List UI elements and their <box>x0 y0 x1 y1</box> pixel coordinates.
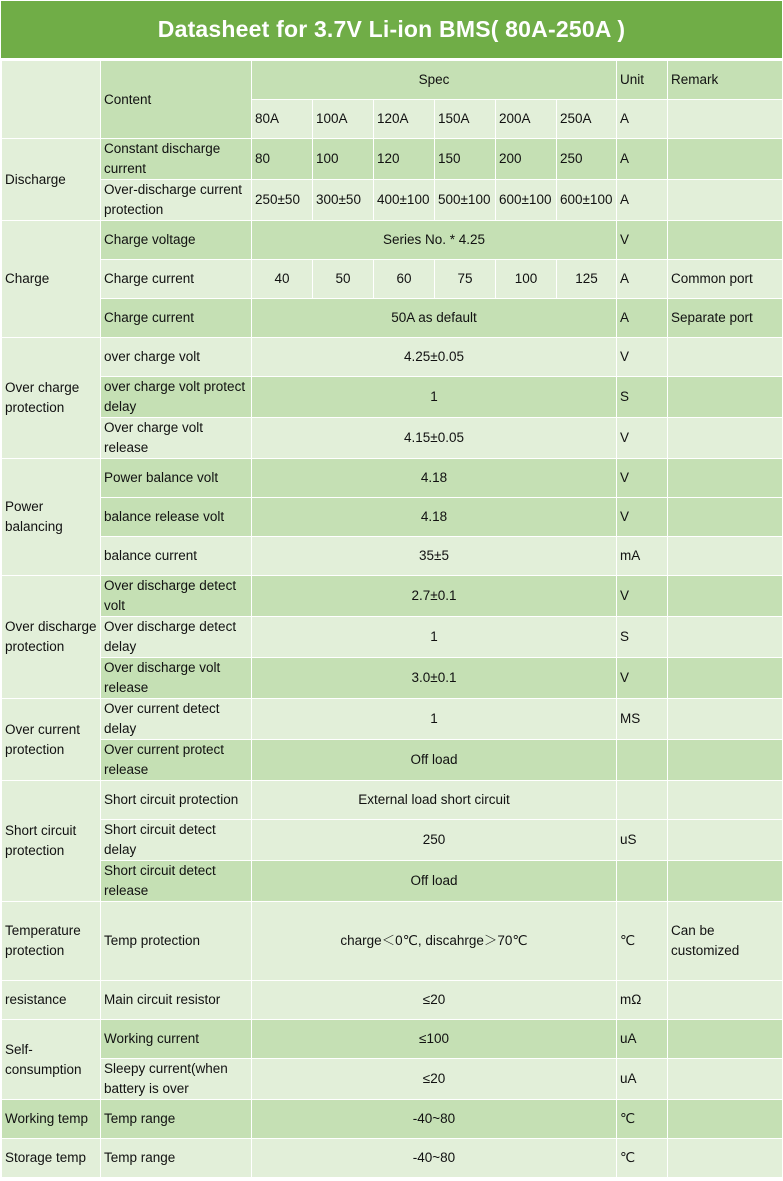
value-cell: 1 <box>252 377 617 418</box>
row-label: Sleepy current(when battery is over <box>101 1059 252 1100</box>
remark-cell <box>668 781 783 820</box>
remark-cell: Common port <box>668 260 783 299</box>
row-label: balance current <box>101 537 252 576</box>
remark-cell <box>668 139 783 180</box>
value-cell: 3.0±0.1 <box>252 658 617 699</box>
value-cell: Series No. * 4.25 <box>252 221 617 260</box>
unit-cell: V <box>617 576 668 617</box>
model-100a: 100A <box>313 100 374 139</box>
remark-cell <box>668 377 783 418</box>
remark-cell <box>668 576 783 617</box>
value-cell: 1 <box>252 617 617 658</box>
remark-cell <box>668 418 783 459</box>
header-corner <box>2 61 101 139</box>
header-spec: Spec <box>252 61 617 100</box>
value-cell: 600±100 <box>557 180 617 221</box>
remark-cell <box>668 1100 783 1139</box>
row-label: Charge current <box>101 260 252 299</box>
value-cell: ≤20 <box>252 1059 617 1100</box>
value-cell: 4.25±0.05 <box>252 338 617 377</box>
remark-cell <box>668 1020 783 1059</box>
value-cell: 250 <box>557 139 617 180</box>
value-cell: 50 <box>313 260 374 299</box>
unit-cell: S <box>617 377 668 418</box>
remark-cell <box>668 1139 783 1178</box>
header-remark: Remark <box>668 61 783 100</box>
remark-cell <box>668 981 783 1020</box>
value-cell: -40~80 <box>252 1139 617 1178</box>
row-label: Temp range <box>101 1139 252 1178</box>
unit-cell: V <box>617 459 668 498</box>
value-cell: ≤20 <box>252 981 617 1020</box>
unit-cell <box>617 861 668 902</box>
category-charge: Charge <box>2 221 101 338</box>
remark-cell <box>668 537 783 576</box>
models-remark <box>668 100 783 139</box>
models-unit: A <box>617 100 668 139</box>
remark-cell: Separate port <box>668 299 783 338</box>
value-cell: 200 <box>496 139 557 180</box>
row-label: over charge volt <box>101 338 252 377</box>
unit-cell: uA <box>617 1059 668 1100</box>
remark-cell <box>668 740 783 781</box>
remark-cell <box>668 180 783 221</box>
header-unit: Unit <box>617 61 668 100</box>
value-cell: External load short circuit <box>252 781 617 820</box>
row-label: Short circuit detect release <box>101 861 252 902</box>
value-cell: 80 <box>252 139 313 180</box>
value-cell: 60 <box>374 260 435 299</box>
model-80a: 80A <box>252 100 313 139</box>
value-cell: 120 <box>374 139 435 180</box>
row-label: Charge current <box>101 299 252 338</box>
category-storage-temp: Storage temp <box>2 1139 101 1178</box>
unit-cell <box>617 781 668 820</box>
unit-cell: V <box>617 658 668 699</box>
category-working-temp: Working temp <box>2 1100 101 1139</box>
row-label: over charge volt protect delay <box>101 377 252 418</box>
value-cell: Off load <box>252 740 617 781</box>
value-cell: 500±100 <box>435 180 496 221</box>
value-cell: 125 <box>557 260 617 299</box>
value-cell: 35±5 <box>252 537 617 576</box>
row-label: Over discharge detect delay <box>101 617 252 658</box>
unit-cell: V <box>617 498 668 537</box>
category-over-current: Over current protection <box>2 699 101 781</box>
unit-cell: V <box>617 338 668 377</box>
category-resistance: resistance <box>2 981 101 1020</box>
model-120a: 120A <box>374 100 435 139</box>
unit-cell: A <box>617 180 668 221</box>
value-cell: 250 <box>252 820 617 861</box>
value-cell: 75 <box>435 260 496 299</box>
remark-cell <box>668 617 783 658</box>
row-label: Over discharge volt release <box>101 658 252 699</box>
row-label: Over-discharge current protection <box>101 180 252 221</box>
unit-cell: S <box>617 617 668 658</box>
model-150a: 150A <box>435 100 496 139</box>
row-label: Constant discharge current <box>101 139 252 180</box>
row-label: Main circuit resistor <box>101 981 252 1020</box>
row-label: balance release volt <box>101 498 252 537</box>
category-temperature: Temperature protection <box>2 902 101 981</box>
unit-cell: A <box>617 260 668 299</box>
category-short-circuit: Short circuit protection <box>2 781 101 902</box>
row-label: Short circuit detect delay <box>101 820 252 861</box>
value-cell: 250±50 <box>252 180 313 221</box>
value-cell: 1 <box>252 699 617 740</box>
spec-table <box>1 60 783 1178</box>
unit-cell: ℃ <box>617 902 668 981</box>
value-cell: 4.18 <box>252 498 617 537</box>
row-label: Over current detect delay <box>101 699 252 740</box>
unit-cell: V <box>617 221 668 260</box>
remark-cell <box>668 221 783 260</box>
row-label: Over discharge detect volt <box>101 576 252 617</box>
value-cell: 100 <box>313 139 374 180</box>
value-cell: 100 <box>496 260 557 299</box>
remark-cell <box>668 338 783 377</box>
unit-cell: A <box>617 299 668 338</box>
remark-cell <box>668 861 783 902</box>
category-discharge: Discharge <box>2 139 101 221</box>
row-label: Temp protection <box>101 902 252 981</box>
value-cell: 4.18 <box>252 459 617 498</box>
remark-cell <box>668 498 783 537</box>
value-cell: 600±100 <box>496 180 557 221</box>
value-cell: 2.7±0.1 <box>252 576 617 617</box>
unit-cell: ℃ <box>617 1100 668 1139</box>
value-cell: 50A as default <box>252 299 617 338</box>
value-cell: -40~80 <box>252 1100 617 1139</box>
remark-cell <box>668 1059 783 1100</box>
remark-cell <box>668 658 783 699</box>
unit-cell: V <box>617 418 668 459</box>
row-label: Temp range <box>101 1100 252 1139</box>
value-cell: charge＜0℃, discahrge＞70℃ <box>252 902 617 981</box>
unit-cell: uS <box>617 820 668 861</box>
category-balancing: Power balancing <box>2 459 101 576</box>
value-cell: 400±100 <box>374 180 435 221</box>
unit-cell: A <box>617 139 668 180</box>
model-250a: 250A <box>557 100 617 139</box>
unit-cell <box>617 740 668 781</box>
value-cell: 300±50 <box>313 180 374 221</box>
datasheet-title: Datasheet for 3.7V Li-ion BMS( 80A-250A ) <box>1 1 782 58</box>
unit-cell: ℃ <box>617 1139 668 1178</box>
unit-cell: uA <box>617 1020 668 1059</box>
value-cell: Off load <box>252 861 617 902</box>
row-label: Over charge volt release <box>101 418 252 459</box>
category-self-consumption: Self-consumption <box>2 1020 101 1100</box>
value-cell: 40 <box>252 260 313 299</box>
value-cell: ≤100 <box>252 1020 617 1059</box>
unit-cell: MS <box>617 699 668 740</box>
model-200a: 200A <box>496 100 557 139</box>
unit-cell: mΩ <box>617 981 668 1020</box>
header-content: Content <box>101 61 252 139</box>
remark-cell <box>668 820 783 861</box>
row-label: Over current protect release <box>101 740 252 781</box>
remark-cell <box>668 459 783 498</box>
remark-cell <box>668 699 783 740</box>
unit-cell: mA <box>617 537 668 576</box>
remark-cell: Can be customized <box>668 902 783 981</box>
row-label: Charge voltage <box>101 221 252 260</box>
row-label: Short circuit protection <box>101 781 252 820</box>
category-over-discharge: Over discharge protection <box>2 576 101 699</box>
category-over-charge: Over charge protection <box>2 338 101 459</box>
row-label: Power balance volt <box>101 459 252 498</box>
value-cell: 4.15±0.05 <box>252 418 617 459</box>
row-label: Working current <box>101 1020 252 1059</box>
value-cell: 150 <box>435 139 496 180</box>
